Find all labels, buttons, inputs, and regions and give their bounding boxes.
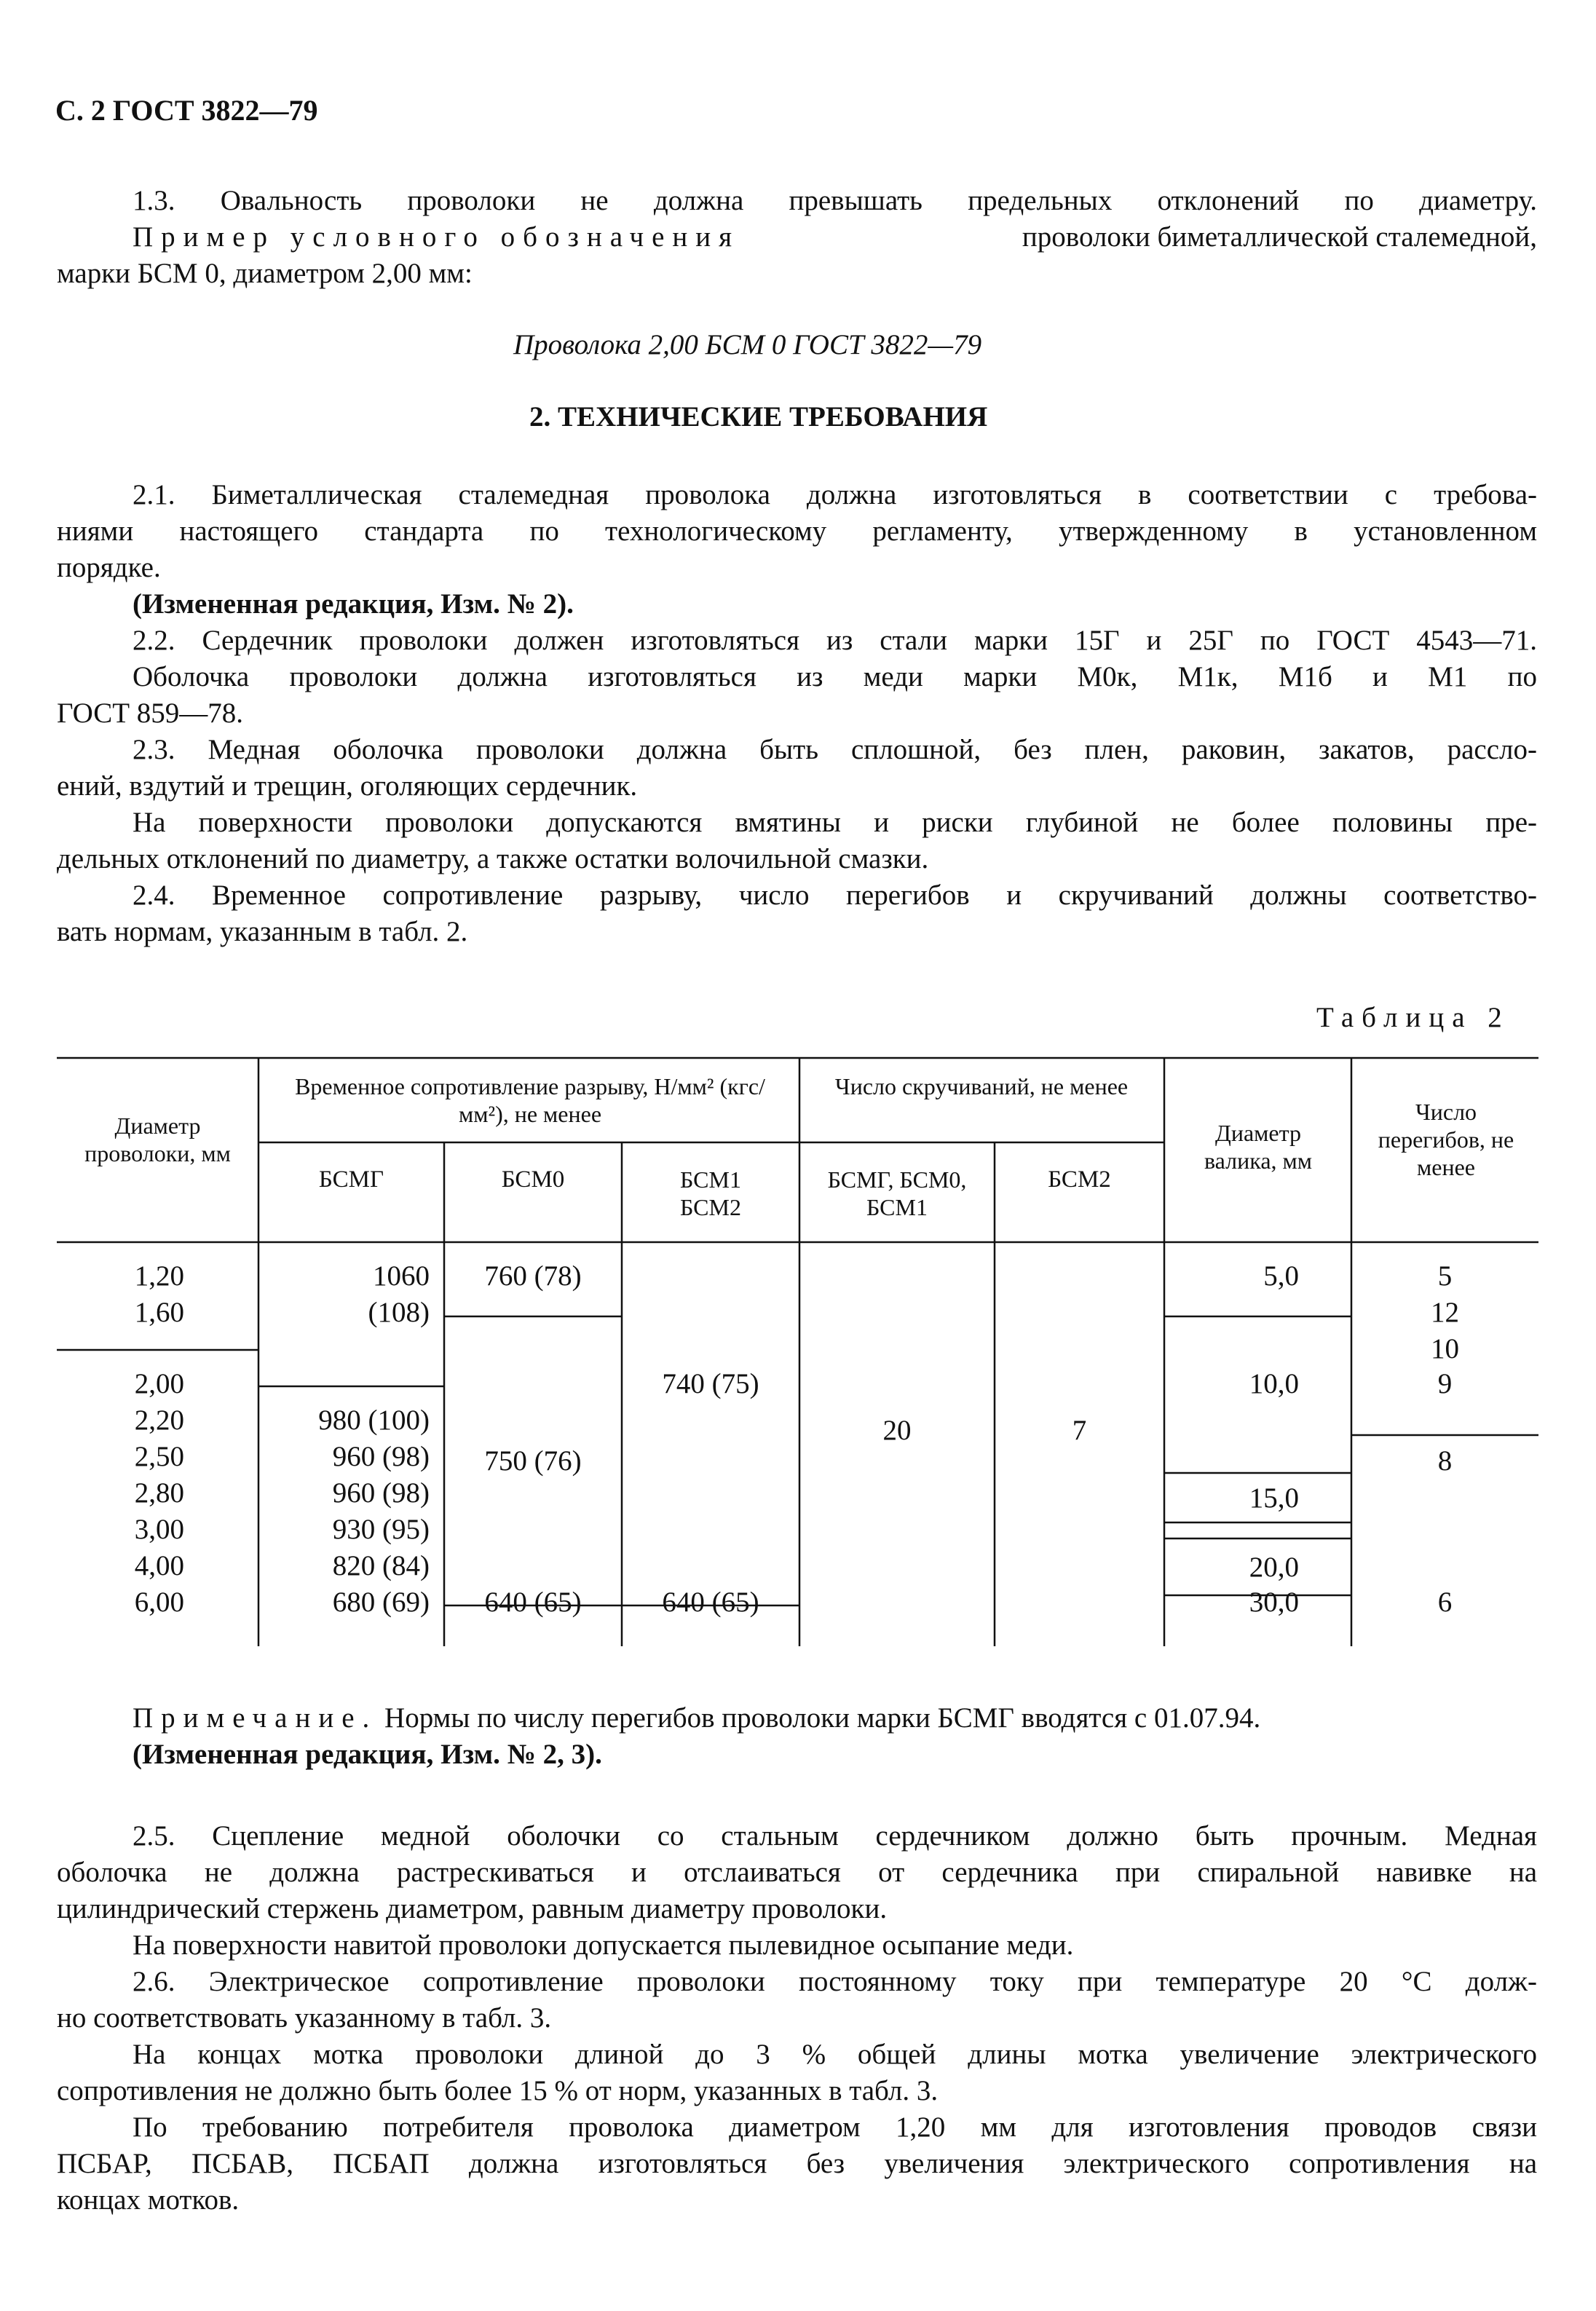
diameter-cell: 2,50 [134,1441,184,1472]
para-2-2-line2: Оболочка проволоки должна изготовляться из меди марки М0к, М1к, М1б и М1 по [133,661,1537,692]
header-strength-bsm12: БСМ1 БСМ2 [680,1166,741,1220]
header-twists-bsm2: БСМ2 [1048,1166,1111,1193]
bsm0-cell: 640 (65) [484,1587,582,1618]
header-strength-bsm0: БСМ0 [501,1166,565,1193]
bends-cell: 9 [1437,1368,1453,1399]
para-1-3: 1.3. Овальность проволоки не должна превышать предельных отклонений по диаметру. [133,185,1537,216]
bsm0-cell: 760 (78) [484,1260,582,1292]
roller-cell: 15,0 [1249,1482,1299,1514]
roller-cell: 10,0 [1249,1368,1299,1399]
diameter-cell: 1,20 [134,1260,184,1292]
para-2-6-line6: ПСБАР, ПСБАВ, ПСБАП должна изготовляться без увеличения электрического сопротивления на [57,2148,1537,2179]
para-2-1-line3: порядке. [57,552,161,583]
edition-note-2: (Измененная редакция, Изм. № 2, 3). [133,1739,602,1770]
table-note-label: Примечание. [133,1702,378,1734]
bsmg-cell: 680 (69) [332,1587,430,1618]
para-2-3-line2: ений, вздутий и трещин, оголяющих сердечник. [57,770,638,802]
table-note-text: Нормы по числу перегибов проволоки марки БСМГ вводятся с 01.07.94. [384,1702,1261,1734]
para-2-4-line1: 2.4. Временное сопротивление разрыву, число перегибов и скручиваний должны соответство- [133,880,1537,911]
bsmg-cell: 930 (95) [332,1514,430,1545]
header-diameter: Диаметр проволоки, мм [84,1113,231,1166]
para-2-6-line7: концах мотков. [57,2184,240,2216]
para-2-3-line3: На поверхности проволоки допускаются вмятины и риски глубиной не более половины пре- [133,807,1537,838]
para-2-5-line2: оболочка не должна растрескиваться и отслаиваться от сердечника при спиральной навивке на [57,1857,1537,1888]
twists-bsmg-bsm0-bsm1-cell: 20 [882,1415,912,1446]
bends-cell: 5 [1437,1260,1453,1292]
diameter-cell: 4,00 [134,1550,184,1581]
roller-cell: 5,0 [1263,1260,1299,1292]
edition-note-1: (Измененная редакция, Изм. № 2). [133,588,574,620]
header-strength-group: Временное сопротивление разрыву, Н/мм² (кгс/мм²), не менее [295,1073,765,1127]
table-2 [57,1056,1538,1646]
para-2-4-line2: вать нормам, указанным в табл. 2. [57,916,468,947]
example-label-spaced: Пример условного обозначения [133,221,740,253]
bends-cell: 12 [1431,1297,1459,1328]
header-roller-diameter: Диаметр валика, мм [1204,1120,1313,1174]
example-label-rest: проволоки биметаллической сталемедной, [1022,221,1537,253]
bsm12-cell: 740 (75) [662,1368,759,1399]
bsm12-cell: 640 (65) [662,1587,759,1618]
twists-bsm2-cell: 7 [1072,1415,1087,1446]
para-2-3-line1: 2.3. Медная оболочка проволоки должна быть сплошной, без плен, раковин, закатов, рассло- [133,734,1537,765]
para-2-6-line4: сопротивления не должно быть более 15 % от норм, указанных в табл. 3. [57,2075,939,2106]
diameter-cell: 6,00 [134,1587,184,1618]
bsmg-cell: 960 (98) [332,1477,430,1509]
diameter-cell: 2,80 [134,1477,184,1509]
example-intro [133,219,1537,256]
roller-cell: 20,0 [1249,1552,1299,1583]
para-2-3-line4: дельных отклонений по диаметру, а также остатки волочильной смазки. [57,843,929,874]
bends-cell: 6 [1437,1587,1453,1618]
para-2-6-line5: По требованию потребителя проволока диаметром 1,20 мм для изготовления проводов связи [133,2111,1537,2143]
table-note [133,1700,1260,1737]
section-2-title: 2. ТЕХНИЧЕСКИЕ ТРЕБОВАНИЯ [529,401,988,432]
para-2-5-line4: На поверхности навитой проволоки допускается пылевидное осыпание меди. [133,1929,1074,1961]
bsmg-top-value-kgf: (108) [368,1297,430,1328]
header-strength-bsmg: БСМГ [318,1166,384,1193]
header-bends: Число перегибов, не менее [1378,1099,1514,1180]
roller-cell: 30,0 [1249,1587,1299,1618]
table-caption: Таблица 2 [1316,1002,1510,1033]
bsmg-cell: 980 (100) [318,1405,430,1436]
para-2-5-line3: цилиндрический стержень диаметром, равным диаметру проволоки. [57,1893,888,1924]
para-2-5-line1: 2.5. Сцепление медной оболочки со стальным сердечником должно быть прочным. Медная [133,1820,1537,1852]
diameter-cell: 2,00 [134,1368,184,1399]
para-2-2-line3: ГОСТ 859—78. [57,698,244,729]
bends-cell: 10 [1431,1333,1459,1364]
bsmg-cell: 960 (98) [332,1441,430,1472]
diameter-cell: 1,60 [134,1297,184,1328]
bsmg-top-value: 1060 [373,1260,430,1292]
para-2-6-line3: На концах мотка проволоки длиной до 3 % общей длины мотка увеличение электрического [133,2039,1537,2070]
example-line2: марки БСМ 0, диаметром 2,00 мм: [57,258,473,289]
para-2-1-line2: ниями настоящего стандарта по технологическому регламенту, утвержденному в установленном [57,515,1537,547]
para-2-1-line1: 2.1. Биметаллическая сталемедная проволока должна изготовляться в соответствии с требова- [133,479,1537,510]
designation-example: Проволока 2,00 БСМ 0 ГОСТ 3822—79 [513,329,982,360]
header-twists-bsmg-bsm0-bsm1: БСМГ, БСМ0, БСМ1 [827,1166,967,1220]
diameter-cell: 2,20 [134,1405,184,1436]
para-2-6-line2: но соответствовать указанному в табл. 3. [57,2002,552,2034]
header-twists-group: Число скручиваний, не менее [834,1073,1129,1099]
para-2-6-line1: 2.6. Электрическое сопротивление проволоки постоянному току при температуре 20 °С долж- [133,1966,1537,1997]
bsm0-cell: 750 (76) [484,1445,582,1477]
para-2-2-line1: 2.2. Сердечник проволоки должен изготовляться из стали марки 15Г и 25Г по ГОСТ 4543—71. [133,625,1537,656]
bsmg-cell: 820 (84) [332,1550,430,1581]
bends-cell: 8 [1437,1445,1453,1477]
diameter-cell: 3,00 [134,1514,184,1545]
page-header: С. 2 ГОСТ 3822—79 [55,94,318,127]
